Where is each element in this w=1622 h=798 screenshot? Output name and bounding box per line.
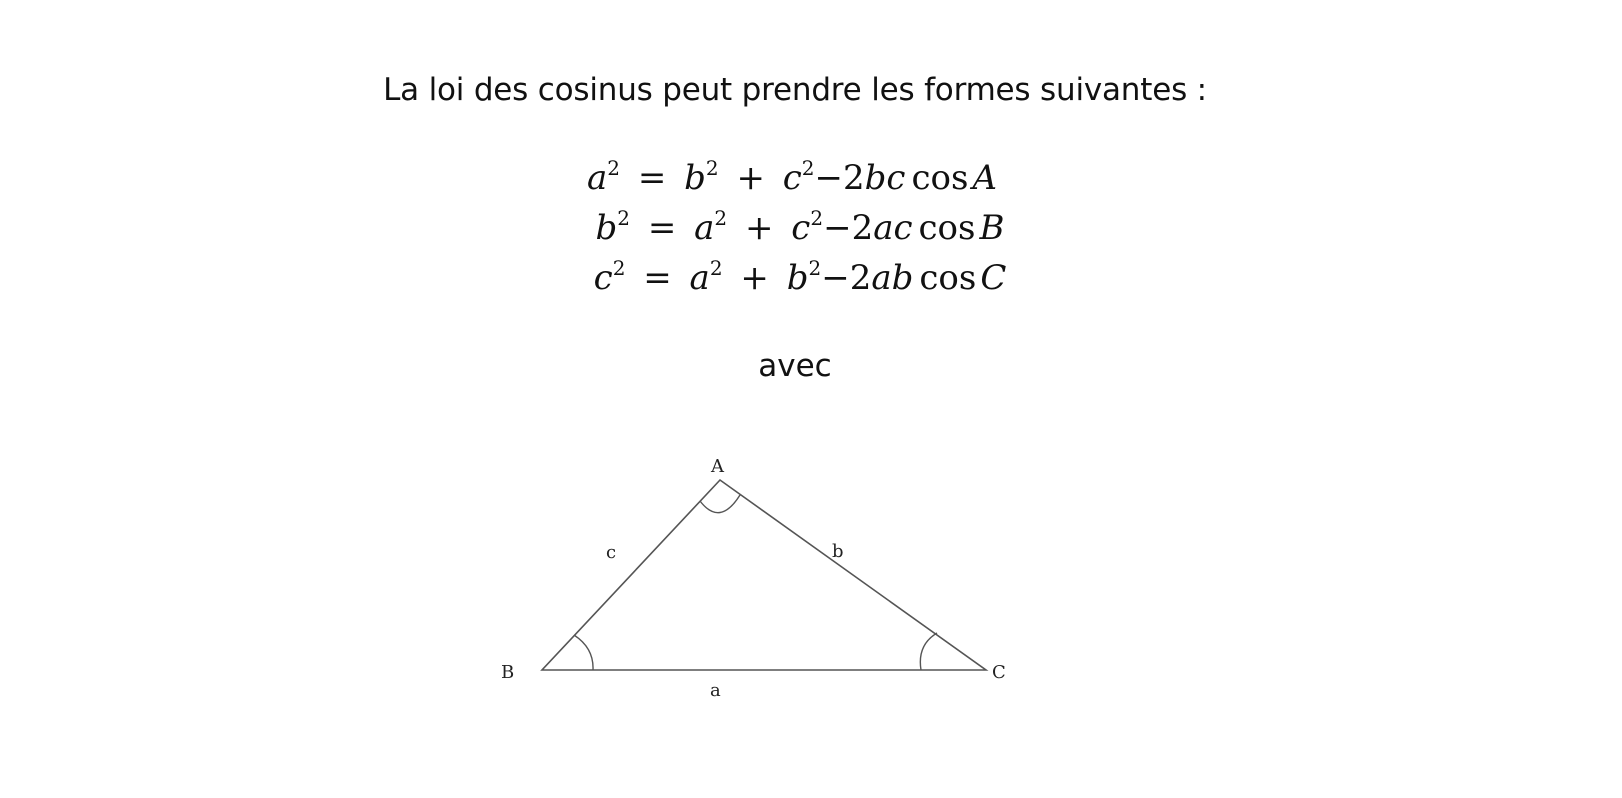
formula-coefficient: 2 (843, 158, 865, 198)
formula-term-2: b (786, 258, 809, 298)
formula-coefficient: 2 (849, 258, 872, 298)
formula-term-1-exponent: 2 (705, 156, 719, 180)
side-label-b: b (832, 541, 844, 562)
formula-cos: cos (911, 158, 969, 198)
formula-equals: = (647, 208, 677, 248)
formula-equals: = (643, 258, 672, 298)
formula-cos: cos (918, 208, 976, 248)
formula-plus: + (744, 208, 774, 248)
formula-lhs: c (593, 258, 613, 298)
formula-term-1-exponent: 2 (709, 256, 723, 280)
formula-term-2-exponent: 2 (808, 256, 822, 280)
formula-cos: cos (919, 258, 977, 298)
side-label-a: a (710, 680, 721, 701)
side-label-c: c (606, 542, 617, 563)
angle-arc-a (700, 495, 740, 513)
angle-arc-b (574, 635, 593, 670)
formula-lhs: a (586, 158, 608, 198)
formula-minus: − (821, 258, 850, 298)
formula-minus: − (823, 208, 852, 248)
formula-lhs-exponent: 2 (612, 256, 626, 280)
formula-term-1: a (694, 208, 715, 248)
formula-angle: B (979, 208, 1005, 248)
triangle-figure (500, 455, 1060, 745)
formula-angle: C (980, 258, 1007, 298)
formula-product: ac (873, 208, 913, 248)
vertex-label-c: C (992, 662, 1006, 683)
vertex-label-a: A (711, 456, 724, 477)
formula-term-2: c (791, 208, 811, 248)
formula-b (560, 208, 1040, 248)
triangle-diagram (500, 455, 1060, 745)
formula-equals: = (637, 158, 667, 198)
formula-product: ab (871, 258, 914, 298)
formula-term-1-exponent: 2 (714, 206, 728, 230)
formula-lhs: b (595, 208, 618, 248)
angle-arc-c (920, 633, 937, 670)
formula-term-2: c (782, 158, 802, 198)
formula-a (552, 158, 1032, 198)
intro-text: La loi des cosinus peut prendre les formes suivantes : (383, 72, 1207, 108)
formula-term-1: a (689, 258, 710, 298)
formula-c (560, 258, 1040, 298)
formula-coefficient: 2 (851, 208, 874, 248)
formula-minus: − (814, 158, 844, 198)
formula-plus: + (736, 158, 765, 198)
formula-lhs-exponent: 2 (617, 206, 631, 230)
formula-angle: A (972, 158, 998, 198)
formula-term-2-exponent: 2 (801, 156, 815, 180)
triangle-shape (542, 480, 986, 670)
formula-term-1: b (684, 158, 706, 198)
formula-plus: + (740, 258, 769, 298)
connector-text: avec (758, 348, 832, 384)
formula-lhs-exponent: 2 (607, 156, 620, 180)
formula-term-2-exponent: 2 (810, 206, 824, 230)
vertex-label-b: B (501, 662, 515, 683)
formula-product: bc (864, 158, 906, 198)
